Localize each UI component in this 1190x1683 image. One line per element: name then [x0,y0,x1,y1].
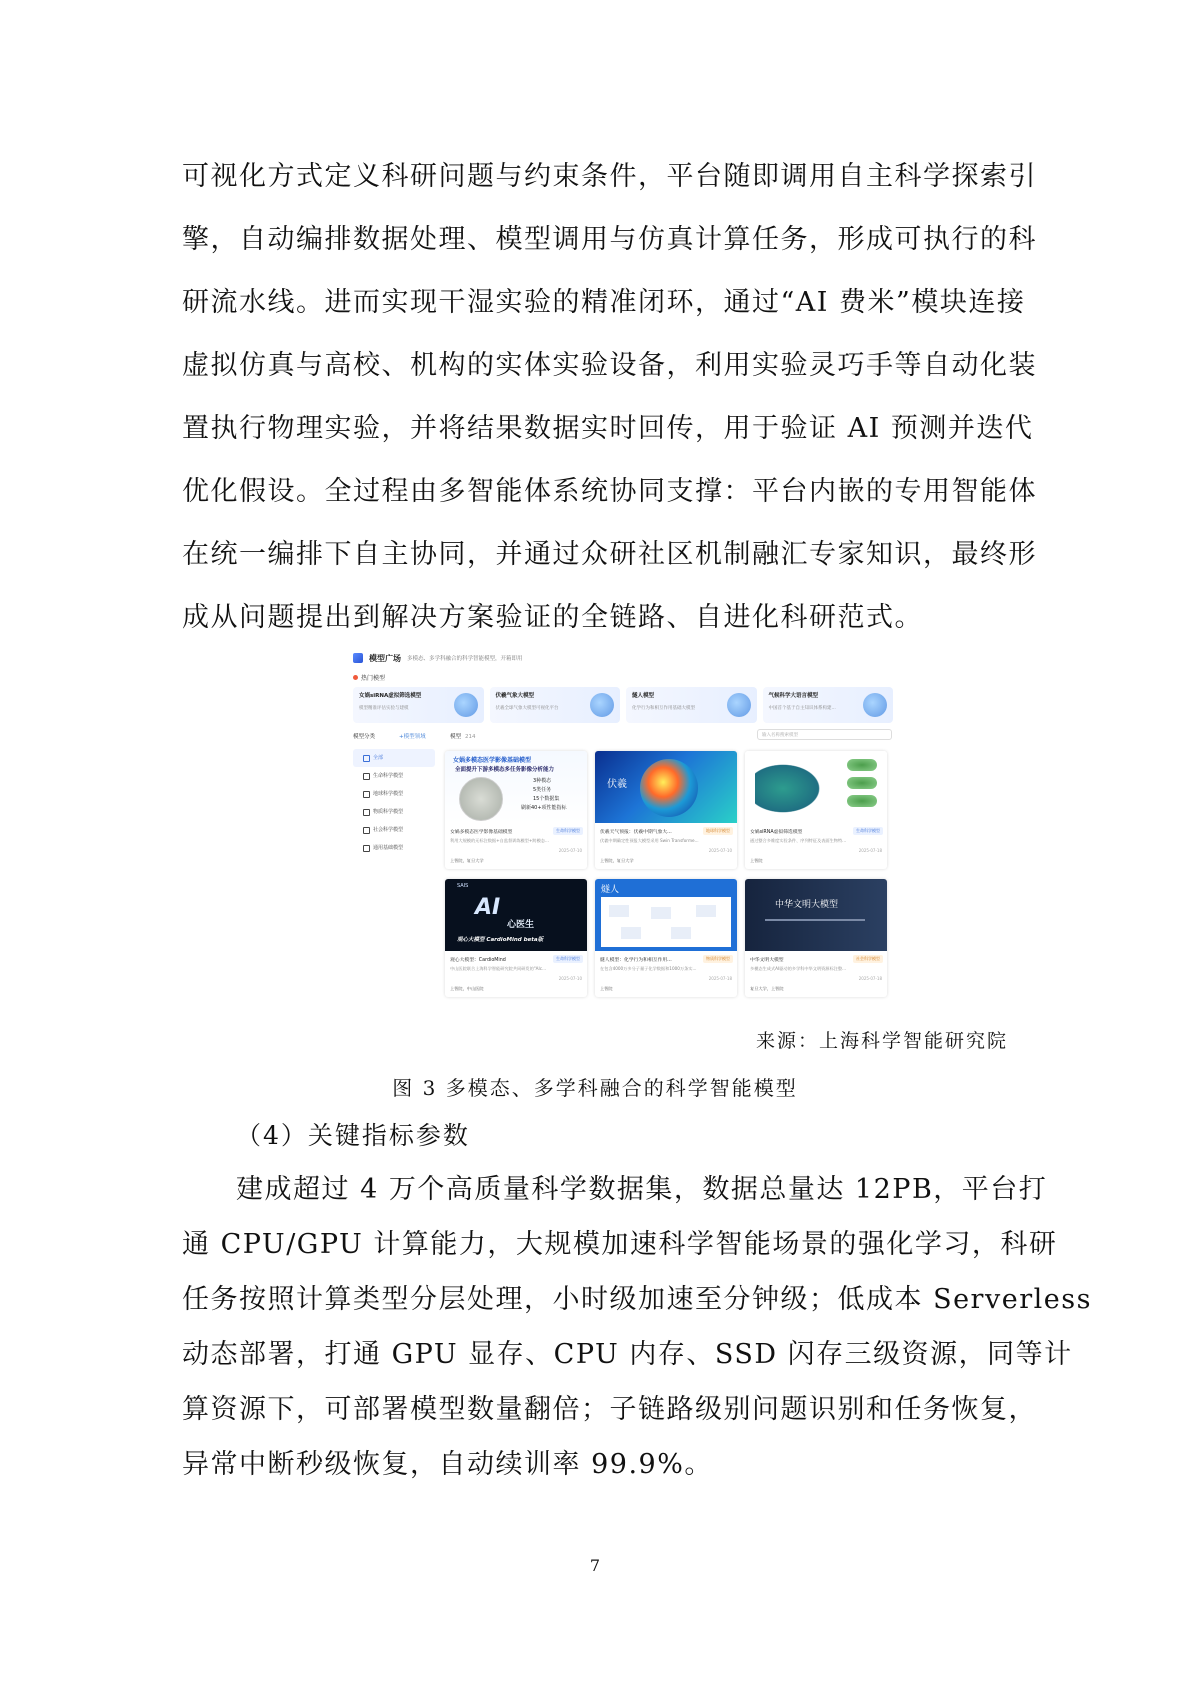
model-illustration-icon [863,693,887,717]
card-desc: 通过整合多维度实验条件、序列特征及表面生物特... [750,838,847,843]
card-image [445,879,587,951]
card-image [745,751,887,823]
text-line: 在统一编排下自主协同，并通过众研社区机制融汇专家知识，最终形 [182,539,1037,570]
sidebar-item-matter[interactable] [353,803,435,821]
card-tag: 地球科学模型 [703,827,733,835]
hot-model-card[interactable] [763,687,894,723]
card-desc: 中山医院联合上海科学智能研究院共同研发的"AIc... [450,966,547,971]
text-line: 置执行物理实验，并将结果数据实时回传，用于验证 AI 预测并迭代 [182,413,1034,444]
card-org: 上智院，复旦大学 [600,858,634,863]
sidebar-item-label: 物质科学模型 [373,809,404,815]
paragraph-1 [182,145,1037,649]
sidebar-item-general[interactable] [353,839,435,857]
card-tag: 生命科学模型 [553,955,583,963]
hot-model-card[interactable] [490,687,621,723]
card-name: 燧人模型：化学行为和相互作用... [600,958,672,963]
hot-model-desc: 中国首个基于自主知识体系构建... [768,706,836,711]
text-line: 虚拟仿真与高校、机构的实体实验设备，利用实验灵巧手等自动化装 [182,350,1037,381]
grid-icon [363,755,370,762]
model-card[interactable] [595,879,737,997]
card-name: 观心大模型：CardioMind [450,958,506,963]
text-line: 研流水线。进而实现干湿实验的精准闭环，通过“AI 费米”模块连接 [182,287,1026,318]
category-label: 模型分类 [353,734,376,740]
card-date: 2025-07-10 [558,976,582,981]
card-image-line: 3种模态 [533,778,552,784]
category-icon [363,773,370,780]
sidebar-item-label: 生命科学模型 [373,773,404,779]
model-label: 模型 [450,734,462,740]
figure-title: 模型广场 [369,653,401,663]
hot-model-name: 燧人模型 [632,693,655,699]
globe-image [640,759,698,817]
card-date: 2025-07-18 [708,976,732,981]
diagram-block [621,927,641,939]
hot-model-name: 女娲siRNA虚拟筛选模型 [359,693,422,699]
card-image-title: 女娲多模态医学影像基础模型 [453,757,532,764]
model-card-grid [445,751,893,997]
hot-model-name: 伏羲气象大模型 [495,693,535,699]
hot-model-card[interactable] [353,687,484,723]
hot-models-header [353,673,385,682]
text-line: 动态部署，打通 GPU 显存、CPU 内存、SSD 闪存三级资源，同等计 [182,1339,1073,1370]
sidebar-item-social[interactable] [353,821,435,839]
card-org: 上智院 [600,986,613,991]
text-line: 算资源下，可部署模型数量翻倍；子链路级别问题识别和任务恢复， [182,1394,1037,1425]
fire-icon [353,675,358,680]
hot-model-desc: 化学行为和相互作用基础大模型 [632,706,695,711]
card-image-line: 15个数据集 [533,796,560,802]
text-line: 异常中断秒级恢复，自动续训率 99.9%。 [182,1449,713,1480]
model-header [450,732,476,740]
card-image [445,751,587,823]
category-icon [363,845,370,852]
model-card[interactable] [595,751,737,869]
hot-model-desc: 模型精准评估实验与建模 [359,706,409,711]
model-card[interactable] [745,879,887,997]
paragraph-2 [182,1162,1092,1492]
figure-header [353,651,523,665]
card-image-line: 刷新40+项性能指标 [521,805,567,811]
sidebar-item-label: 通用基础模型 [373,845,404,851]
add-domain-link[interactable]: +模型领域 [399,734,426,740]
category-icon [363,827,370,834]
text-line: 任务按照计算类型分层处理，小时级加速至分钟级；低成本 Serverless [182,1284,1092,1315]
diagram-block [696,905,716,917]
sidebar-item-label: 社会科学模型 [373,827,404,833]
model-illustration-icon [454,693,478,717]
diagram-board [601,897,731,947]
text-line: 通 CPU/GPU 计算能力，大规模加速科学智能场景的强化学习，科研 [182,1229,1058,1260]
model-illustration-icon [727,693,751,717]
scan-image [459,777,503,821]
card-image-title: AI [475,895,501,920]
text-line: 可视化方式定义科研问题与约束条件，平台随即调用自主科学探索引 [182,161,1037,192]
protein-image [755,761,825,816]
text-line: 成从问题提出到解决方案验证的全链路、自进化科研范式。 [182,602,923,633]
diagram-block [609,905,629,917]
card-org: 上智院 [750,858,763,863]
card-image [595,751,737,823]
card-image-subtitle: 全面提升下游多模态多任务影像分析能力 [455,767,555,773]
category-icon [363,791,370,798]
card-image-mid: 心医生 [507,920,535,930]
card-org: 上智院，复旦大学 [450,858,484,863]
diagram-block [671,927,691,939]
card-desc: 在包含4000万多分子量子化学数据和1000万条实... [600,966,697,971]
card-org: 上智院，中山医院 [450,986,484,991]
text-line: 优化假设。全过程由多智能体系统协同支撑：平台内嵌的专用智能体 [182,476,1037,507]
card-tag: 物质科学模型 [703,955,733,963]
card-tag: 社会科学模型 [853,955,883,963]
card-image [595,879,737,951]
section-heading: （4）关键指标参数 [236,1121,470,1150]
card-image-line: 5类任务 [533,787,552,793]
molecule-image [847,795,877,807]
hot-model-desc: 伏羲全球气象大模型可视化平台 [495,706,559,711]
model-card[interactable] [445,751,587,869]
model-card[interactable] [445,879,587,997]
card-image-subtitle: 观心大模型 CardioMind beta版 [457,937,544,943]
molecule-image [847,777,877,789]
sidebar-item-label: 地球科学模型 [373,791,404,797]
card-date: 2025-07-10 [558,848,582,853]
hot-models-label: 热门模型 [361,675,386,682]
card-name: 女娲多模态医学影像基础模型 [450,830,513,835]
sais-logo: SAIS [457,883,469,889]
card-image-title: 中华文明大模型 [775,900,839,910]
card-org: 复旦大学，上智院 [750,986,784,991]
hot-model-card[interactable] [626,687,757,723]
model-illustration-icon [590,693,614,717]
decorative-line [765,919,865,921]
figure-caption: 图 3 多模态、多学科融合的科学智能模型 [392,1076,798,1100]
figure-subtitle: 多模态、多学科融合的科学智能模型，开箱即用 [407,656,523,662]
card-image-title: 燧人 [601,885,620,895]
molecule-image [847,759,877,771]
model-count: 214 [465,734,476,740]
diagram-block [651,907,671,919]
text-line: 建成超过 4 万个高质量科学数据集，数据总量达 12PB，平台打 [236,1174,1048,1205]
card-desc: 伏羲中期确定性预报大模型采用 Swin Transforme... [600,838,699,843]
card-tag: 生命科学模型 [553,827,583,835]
text-line: 擎，自动编排数据处理、模型调用与仿真计算任务，形成可执行的科 [182,224,1037,255]
figure-model-plaza-screenshot [345,645,900,1020]
hot-models-row [353,687,893,723]
sidebar-item-all[interactable] [353,749,435,767]
category-header [353,732,426,740]
hot-model-name: 气候科学大语言模型 [768,693,819,699]
model-card[interactable] [745,751,887,869]
card-name: 中华文明大模型 [750,958,784,963]
card-tag: 生命科学模型 [853,827,883,835]
card-desc: 利用大规模的无标注数据+自监督训练模型+跨模态... [450,838,549,843]
search-input[interactable]: 输入名称搜索模型 [757,729,892,740]
card-desc: 多模态生成式AI驱动的多学科中华文明资源标注整... [750,966,847,971]
sidebar-item-earth[interactable] [353,785,435,803]
card-date: 2025-07-18 [858,848,882,853]
card-image-title: 伏羲 [607,779,627,790]
card-image [745,879,887,951]
category-icon [363,809,370,816]
figure-source: 来源：上海科学智能研究院 [755,1030,1008,1052]
card-name: 女娲siRNA虚拟筛选模型 [750,830,803,835]
card-name: 伏羲天气预报：伏羲中期气象大... [600,830,672,835]
card-date: 2025-07-10 [708,848,732,853]
sidebar-item-label: 全部 [373,755,384,761]
category-sidebar [353,749,435,857]
page-number: 7 [589,1556,601,1575]
card-date: 2025-07-18 [858,976,882,981]
sidebar-item-life[interactable] [353,767,435,785]
cube-icon [353,653,363,663]
